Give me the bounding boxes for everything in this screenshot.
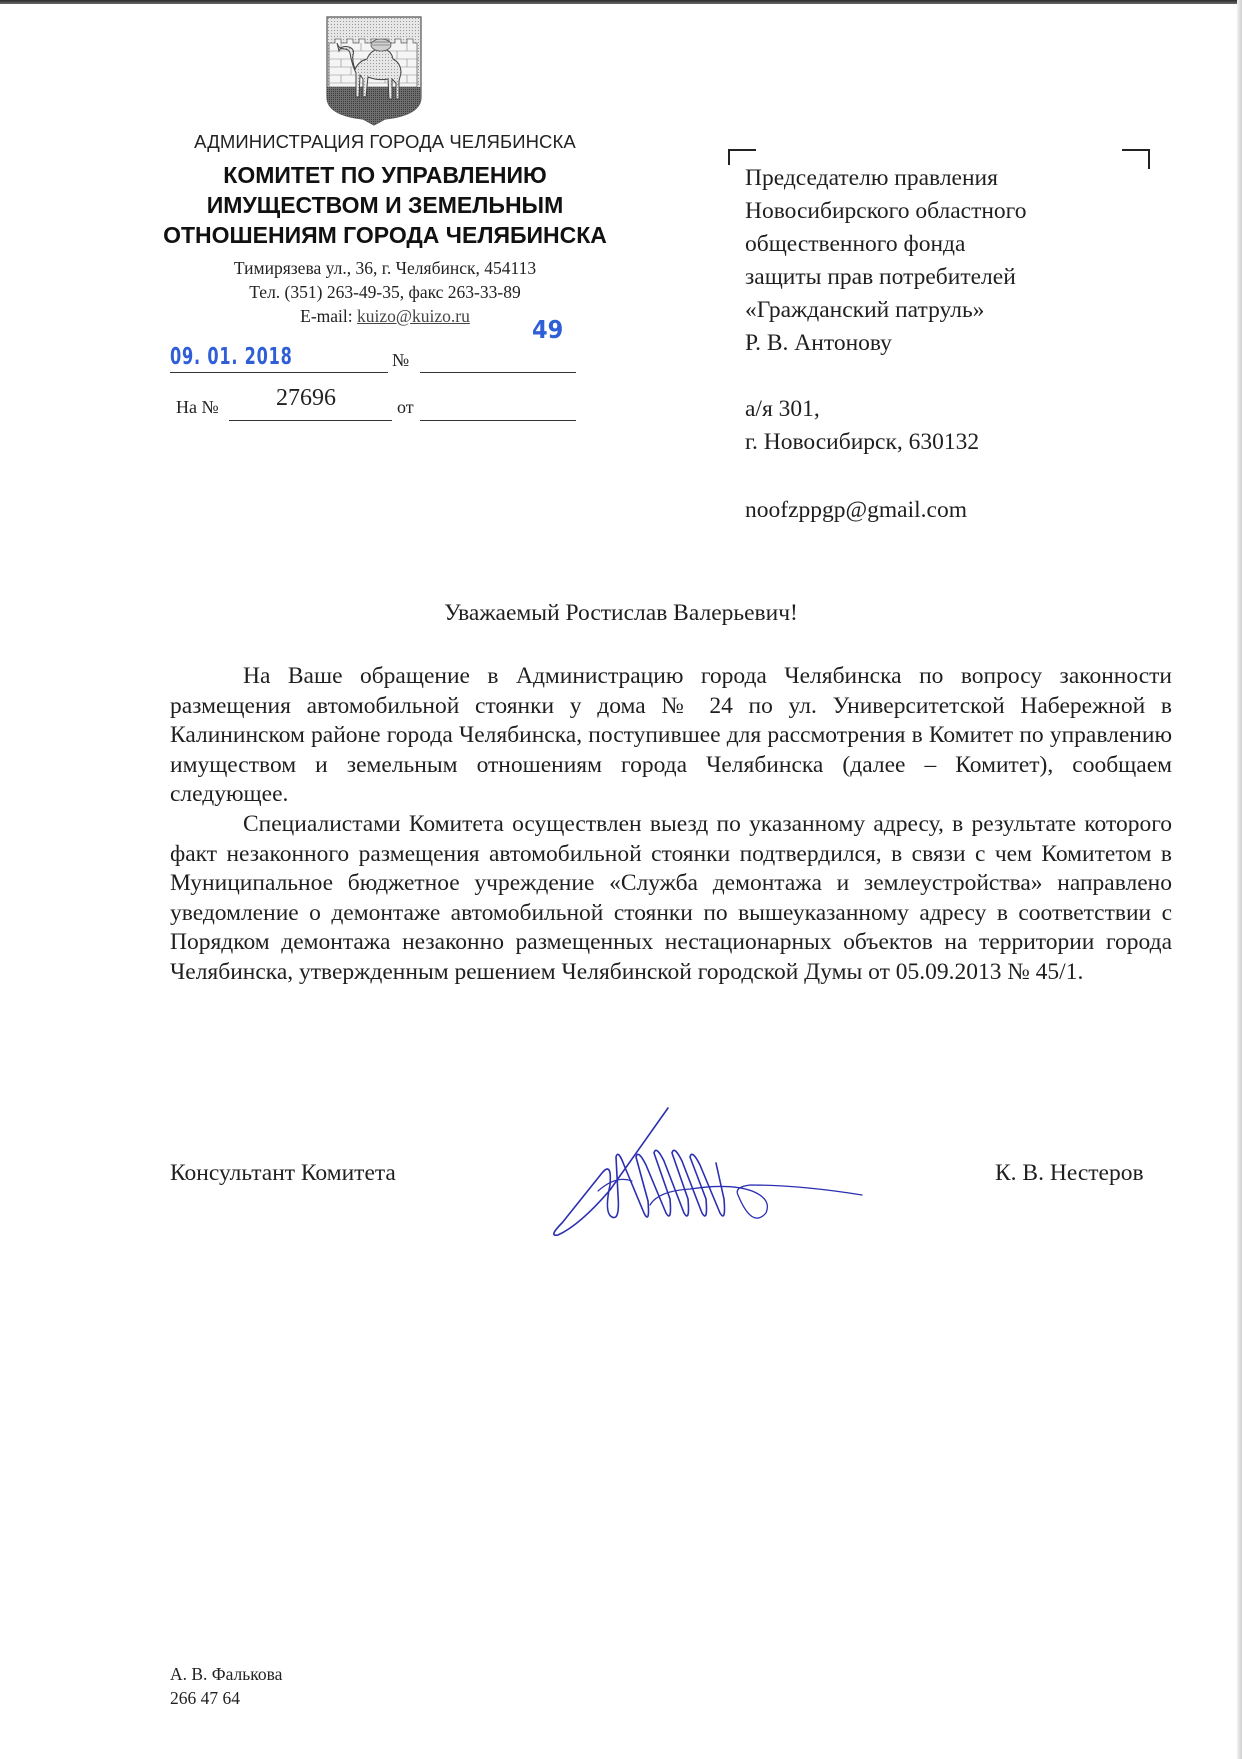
signatory-name: К. В. Нестеров bbox=[995, 1160, 1144, 1186]
committee-address: Тимирязева ул., 36, г. Челябинск, 454113 bbox=[233, 258, 537, 278]
number-field-line bbox=[420, 372, 576, 373]
letter-body bbox=[170, 662, 1172, 988]
recipient-line: Новосибирского областного bbox=[745, 198, 1027, 224]
administration-name: АДМИНИСТРАЦИЯ ГОРОДА ЧЕЛЯБИНСКА bbox=[194, 131, 576, 152]
address-corner-right-icon bbox=[1122, 149, 1150, 169]
committee-contacts bbox=[100, 256, 670, 328]
reply-to-number: 27696 bbox=[276, 385, 336, 411]
number-stamp: 49 bbox=[532, 315, 564, 344]
committee-email-row bbox=[100, 304, 670, 328]
recipient-email: noofzppgp@gmail.com bbox=[745, 497, 967, 523]
committee-line-1: КОМИТЕТ ПО УПРАВЛЕНИЮ bbox=[223, 162, 547, 188]
committee-phone: Тел. (351) 263-49-35, факс 263-33-89 bbox=[249, 282, 521, 302]
body-paragraph: На Ваше обращение в Администрацию города Челябинска по вопросу законности размещения автомобильной стоянки у дома № 24 по ул. Университетской Набережной в Калининском районе города Челябинска, поступившее для рассмотрения в Комитет по управлению имуществом и земельным отношениям города Челябинска (далее – Комитет), сообщаем следующее. bbox=[170, 663, 1172, 808]
body-paragraph: Специалистами Комитета осуществлен выезд по указанному адресу, в результате которого факт незаконного размещения автомобильной стоянки подтвердился, в связи с чем Комитетом в Муниципальное бюджетное учреждение «Служба демонтажа и землеустройства» направлено уведомление о демонтаже автомобильной стоянки по вышеуказанному адресу в соответствии с Порядком демонтажа незаконно размещенных нестационарных объектов на территории города Челябинска, утвержденным решением Челябинской городской Думы от 05.09.2013 № 45/1. bbox=[170, 810, 1172, 985]
committee-line-2: ИМУЩЕСТВОМ И ЗЕМЕЛЬНЫМ bbox=[206, 192, 564, 218]
coat-of-arms-icon bbox=[325, 15, 423, 127]
number-label: № bbox=[392, 350, 410, 370]
executor-phone: 266 47 64 bbox=[170, 1688, 240, 1708]
email-label: E-mail: bbox=[300, 306, 358, 326]
executor-block bbox=[170, 1662, 282, 1710]
recipient-line: защиты прав потребителей bbox=[745, 264, 1016, 290]
committee-name bbox=[100, 160, 670, 250]
reply-to-label: На № bbox=[176, 397, 219, 417]
executor-name: А. В. Фалькова bbox=[170, 1664, 283, 1684]
recipient-city: г. Новосибирск, 630132 bbox=[745, 429, 980, 455]
date-stamp: 09. 01. 2018 bbox=[170, 344, 293, 370]
recipient-block bbox=[745, 162, 1026, 360]
reply-number-field-line bbox=[229, 420, 392, 421]
recipient-name: Р. В. Антонову bbox=[745, 330, 892, 356]
recipient-line: общественного фонда bbox=[745, 231, 966, 257]
handwritten-signature-icon bbox=[540, 1095, 870, 1245]
date-field-line bbox=[170, 372, 388, 373]
committee-email-link[interactable]: kuizo@kuizo.ru bbox=[357, 306, 470, 326]
recipient-address bbox=[745, 393, 979, 459]
scan-right-edge bbox=[1237, 0, 1242, 1759]
scan-top-edge bbox=[0, 0, 1242, 4]
recipient-line: Председателю правления bbox=[745, 165, 998, 191]
signatory-title: Консультант Комитета bbox=[170, 1160, 396, 1186]
recipient-line: «Гражданский патруль» bbox=[745, 297, 985, 323]
committee-line-3: ОТНОШЕНИЯМ ГОРОДА ЧЕЛЯБИНСКА bbox=[163, 222, 607, 248]
recipient-po-box: а/я 301, bbox=[745, 396, 820, 422]
greeting: Уважаемый Ростислав Валерьевич! bbox=[444, 600, 798, 626]
from-label: от bbox=[397, 397, 414, 417]
from-date-field-line bbox=[420, 420, 576, 421]
